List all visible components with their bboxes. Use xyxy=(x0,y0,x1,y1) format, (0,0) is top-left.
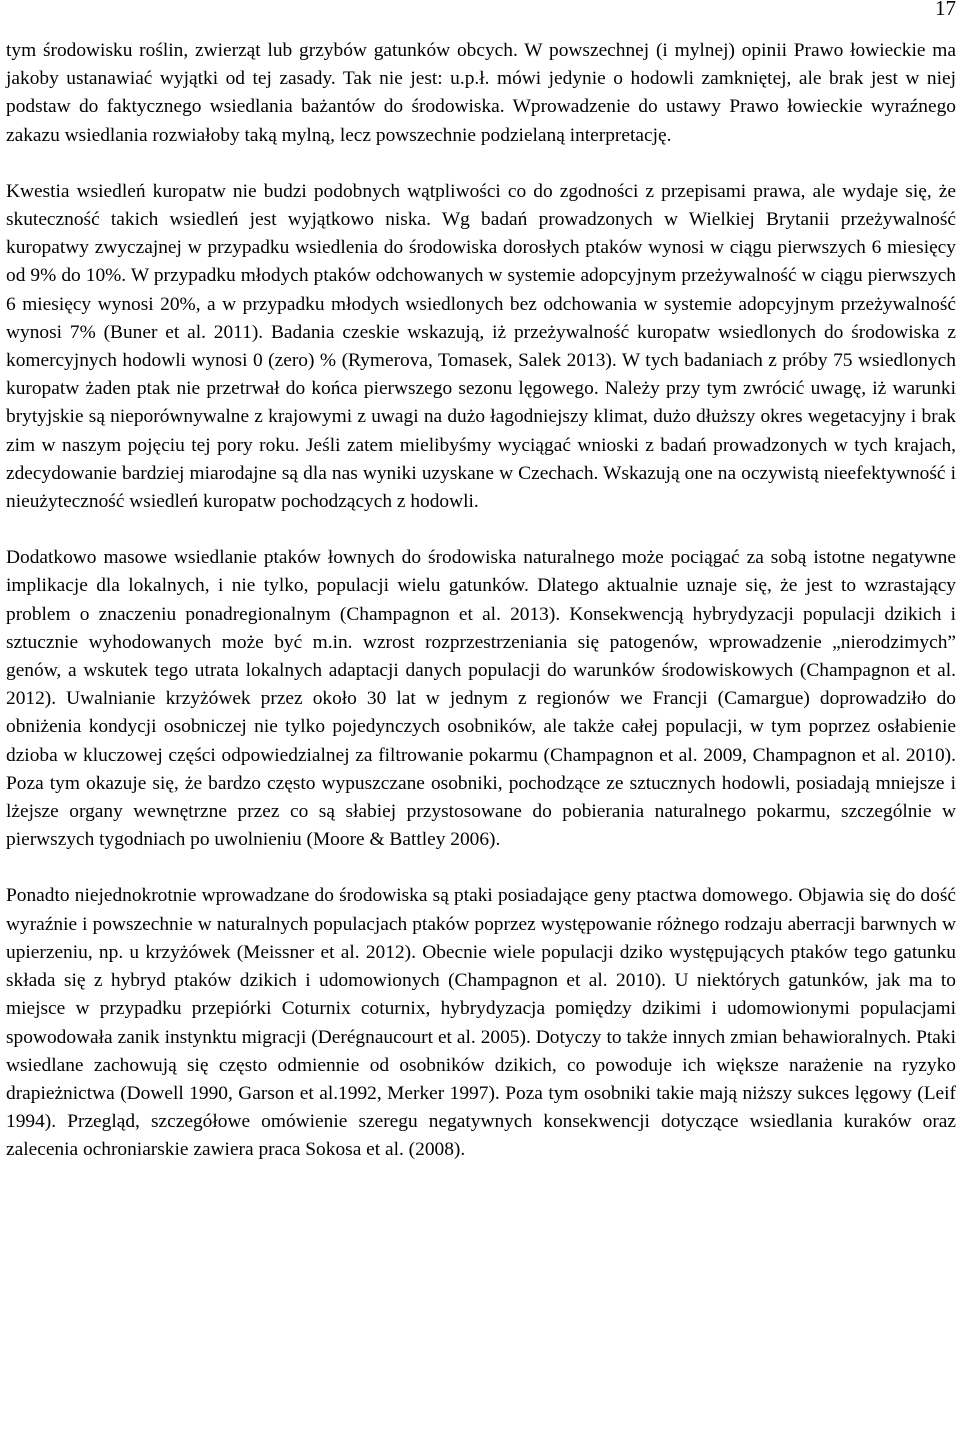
paragraph-mass-release-implications: Dodatkowo masowe wsiedlanie ptaków łownych do środowiska naturalnego może pociągać za sobą istotne negatywne implikacje dla lokalnych, i nie tylko, populacji wielu gatunków. Dlatego aktualnie uznaje się, że jest to wzrastający problem o znaczeniu ponadregionalnym (Champagnon et al. 2013). Konsekwencją hybrydyzacji populacji dzikich i sztucznie wyhodowanych może być m.in. wzrost rozprzestrzeniania się patogenów, wprowadzenie „nierodzimych” genów, a wskutek tego utrata lokalnych adaptacji danych populacji do warunków środowiskowych (Champagnon et al. 2012). Uwalnianie krzyżówek przez około 30 lat w jednym z regionów we Francji (Camargue) doprowadziło do obniżenia kondycji osobniczej nie tylko pojedynczych osobników, ale także całej populacji, w tym poprzez osłabienie dzioba w kluczowej części odpowiedzialnej za filtrowanie pokarmu (Champagnon et al. 2009, Champagnon et al. 2010). Poza tym okazuje się, że bardzo często wypuszczane osobniki, pochodzące ze sztucznych hodowli, posiadają mniejsze i lżejsze organy wewnętrzne przez co są słabiej przystosowane do pobierania naturalnego pokarmu, szczególnie w pierwszych tygodniach po uwolnieniu (Moore & Battley 2006). xyxy=(6,547,956,851)
document-body xyxy=(6,37,956,1165)
paragraph-wild-species-introduction: tym środowisku roślin, zwierząt lub grzybów gatunków obcych. W powszechnej (i mylnej) opinii Prawo łowieckie ma jakoby ustanawiać wyjątki od tej zasady. Tak nie jest: u.p.ł. mówi jedynie o hodowli zamkniętej, ale brak jest w niej podstaw do faktycznego wsiedlania bażantów do środowiska. Wprowadzenie do ustawy Prawo łowieckie wyraźnego zakazu wsiedlania rozwiałoby taką mylną, lecz powszechnie podzielaną interpretację. xyxy=(6,40,956,146)
paragraph-partridge-release-survival: Kwestia wsiedleń kuropatw nie budzi podobnych wątpliwości co do zgodności z przepisami prawa, ale wydaje się, że skuteczność takich wsiedleń jest wyjątkowo niska. Wg badań prowadzonych w Wielkiej Brytanii przeżywalność kuropatwy zwyczajnej w przypadku wsiedlenia do środowiska dorosłych ptaków wynosi w ciągu pierwszych 6 miesięcy od 9% do 10%. W przypadku młodych ptaków odchowanych w systemie adopcyjnym przeżywalność w ciągu pierwszych 6 miesięcy wynosi 20%, a w przypadku młodych wsiedlonych bez odchowania w systemie adopcyjnym przeżywalność wynosi 7% (Buner et al. 2011). Badania czeskie wskazują, iż przeżywalność kuropatw wsiedlonych do środowiska z komercyjnych hodowli wynosi 0 (zero) % (Rymerova, Tomasek, Salek 2013). W tych badaniach z próby 75 wsiedlonych kuropatw żaden ptak nie przetrwał do końca pierwszego sezonu lęgowego. Należy przy tym zwrócić uwagę, iż warunki brytyjskie są nieporównywalne z krajowymi z uwagi na dużo łagodniejszy klimat, dużo dłuższy okres wegetacyjny i brak zim w naszym pojęciu tej pory roku. Jeśli zatem mielibyśmy wyciągać wnioski z badań prowadzonych w tych krajach, zdecydowanie bardziej miarodajne są dla nas wyniki uzyskane w Czechach. Wskazują one na oczywistą nieefektywność i nieużyteczność wsiedleń kuropatw pochodzących z hodowli. xyxy=(6,180,956,513)
paragraph-domestic-genes-hybridization: Ponadto niejednokrotnie wprowadzane do środowiska są ptaki posiadające geny ptactwa domowego. Objawia się do dość wyraźnie i powszechnie w naturalnych populacjach ptaków poprzez występowanie różnego rodzaju aberracji barwnych w upierzeniu, np. u krzyżówek (Meissner et al. 2012). Obecnie wiele populacji dziko występujących ptaków tego gatunku składa się z hybryd ptaków dzikich i udomowionych (Champagnon et al. 2010). U niektórych gatunków, jak ma to miejsce w przypadku przepiórki Coturnix coturnix, hybrydyzacja pomiędzy dzikimi i udomowionymi populacjami spowodowała zanik instynktu migracji (Derégnaucourt et al. 2005). Dotyczy to także innych zmian behawioralnych. Ptaki wsiedlane zachowują się często odmiennie od osobników dzikich, co powoduje ich większe narażenie na ryzyko drapieżnictwa (Dowell 1990, Garson et al.1992, Merker 1997). Poza tym osobniki takie mają niższy sukces lęgowy (Leif 1994). Przegląd, szczegółowe omówienie szeregu negatywnych konsekwencji dotyczące wsiedlania kuraków oraz zalecenia ochroniarskie zawiera praca Sokosa et al. (2008). xyxy=(6,885,956,1161)
page-number: 17 xyxy=(935,0,956,20)
